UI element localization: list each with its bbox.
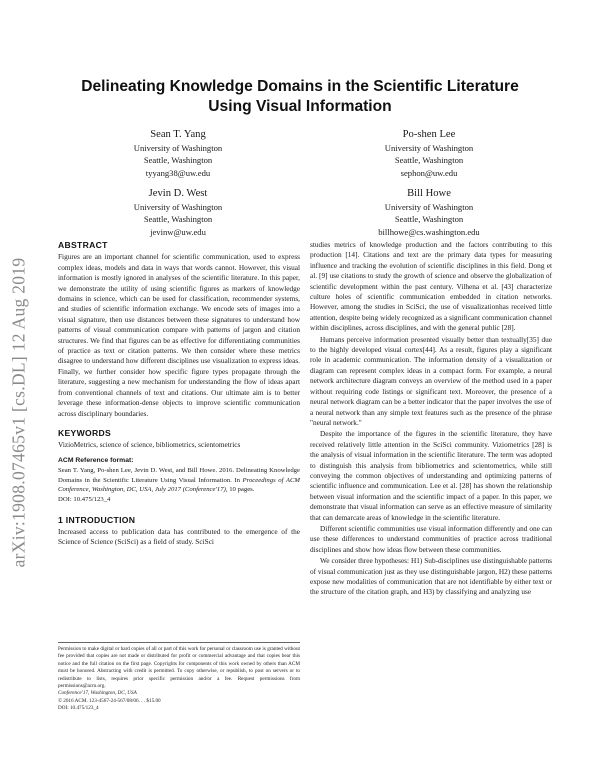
author-email: billhowe@cs.washington.edu — [378, 226, 480, 237]
permission-conference: Conference'17, Washington, DC, USA — [58, 690, 137, 697]
author-affiliation: University of Washington — [133, 143, 223, 153]
author-name: Bill Howe — [407, 188, 451, 199]
arxiv-identifier-stamp — [6, 215, 32, 610]
author-location: Seattle, Washington — [143, 155, 213, 166]
author-block — [329, 187, 529, 238]
acm-reference-text — [58, 466, 300, 504]
author-email: sephon@uw.edu — [400, 167, 458, 178]
author-affiliation: University of Washington — [133, 202, 223, 212]
paper-title: Delineating Knowledge Domains in the Scientific Literature Using Visual Information — [81, 78, 519, 115]
keywords-text: VizioMetrics, science of science, bibliometrics, scientometrics — [58, 440, 241, 450]
acm-reference-body: Sean T. Yang, Po-shen Lee, Jevin D. West, and Bill Howe. 2016. Delineating Knowledge Domains in the Scientific Literature Using Visual Information. In — [58, 467, 300, 484]
author-location: Seattle, Washington — [143, 214, 213, 225]
author-location: Seattle, Washington — [394, 155, 464, 166]
author-email: jevinw@uw.edu — [150, 226, 206, 237]
author-block — [78, 128, 278, 179]
permission-doi: DOI: 10.475/123_4 — [58, 705, 99, 712]
introduction-heading: 1 INTRODUCTION — [58, 514, 136, 525]
body-paragraph: studies metrics of knowledge production and the factors contributing to this production [14]. Citations and text are the primary data types for measuring influence and tracking the evolution of scientific disciplines in this field. Dong et al. [9] use citations to study the growth of science and observe the globalization of scientific development within the past century. Vilhena et al. [43] characterize culture holes of scientific communication embedded in citation networks. However, among the studies in SciSci, the use of visualizationhas received little attention, despite being widely recognized as a significant communication channel within disciplines, across disciplines, and with the general public [28]. — [310, 240, 552, 333]
permission-text: Permission to make digital or hard copies of all or part of this work for personal or classroom use is granted without fee provided that copies are not made or distributed for profit or commercial advantage and that copies bear this notice and the full citation on the first page. Copyrights for components of this work owned by others than ACM must be honored. Abstracting with credit is permitted. To copy otherwise, or republish, to post on servers or to redistribute to lists, requires prior specific permission and/or a fee. Request permissions from permissions@acm.org. — [58, 646, 300, 690]
author-location: Seattle, Washington — [394, 214, 464, 225]
author-name: Sean T. Yang — [150, 129, 206, 140]
author-email: tyyang38@uw.edu — [145, 167, 211, 178]
body-paragraph: Different scientific communities use visual information differently and one can use these differences to understand communities of practice across traditional disciplines and show how ideas flow between these communities. — [310, 523, 552, 554]
author-block — [78, 187, 278, 238]
body-paragraph: We consider three hypotheses: H1) Sub-disciplines use distinguishable patterns of visual communication just as they use distinguishable jargon, H2) these patterns expose new modalities of communication that are not identifiable by either text or the structure of the citation graph, and H3) by classifying and analyzing use — [310, 556, 552, 597]
body-paragraph: Despite the importance of the figures in the scientific literature, they have received relatively little attention in the SciSci community. Viziometrics [28] is the analysis of visual information in the scientific literature. The term was adopted to distinguish this analysis from bibliometrics and scientometrics, while still conveying the common objectives of understanding and optimizing patterns of scientific influence and communication. Lee et al. [28] has shown the relationship between visual information and the scientific impact of a paper. In this paper, we demonstrate that visual information can serve as an effective measure of similarity that can demarcate areas of knowledge in the scientific literature. — [310, 429, 552, 522]
author-affiliation: University of Washington — [384, 202, 474, 212]
permission-copyright: © 2016 ACM. 123-4567-24-567/08/06. . . $15.00 — [58, 697, 161, 704]
author-name: Po-shen Lee — [402, 129, 456, 140]
acm-reference-tail: 10 pages. — [227, 486, 255, 494]
author-name: Jevin D. West — [148, 188, 208, 199]
acm-reference-doi: DOI: 10.475/123_4 — [58, 495, 111, 503]
author-block — [329, 128, 529, 179]
author-affiliation: University of Washington — [384, 143, 474, 153]
arxiv-id: arXiv:1908.07465v1 [cs.DL] 12 Aug 2019 — [8, 257, 29, 568]
introduction-text: Increased access to publication data has contributed to the emergence of the Science of Science (SciSci) as a field of study. SciSci — [58, 526, 300, 547]
abstract-text: Figures are an important channel for scientific communication, used to express complex ideas, models and data in ways that words cannot. However, this visual information is mostly ignored in analyses of the scientific literature. In this paper, we demonstrate the utility of using scientific figures as markers of knowledge domains in science, which can be used for classification, recommender systems, and studies of scientific information exchange. We encode sets of images into a visual signature, then use distances between these signatures to understand how patterns of visual communication compare with patterns of jargon and citation structures. We find that figures can be as effective for differentiating communities of practice as text or citation patterns. We then consider where these metrics disagree to understand how different disciplines use visualization to express ideas. Finally, we further consider how specific figure types propagate through the literature, suggesting a new mechanism for understanding the flow of ideas apart from conventional channels of text and citations. Our ultimate aim is to better leverage these information-dense objects to improve scientific communication across disciplinary boundaries. — [58, 252, 300, 418]
acm-reference-heading: ACM Reference format: — [58, 456, 134, 464]
body-paragraph: Humans perceive information presented visually better than textually[35] due to the highly developed visual cortex[44]. As a result, figures play a significant role in academic communication. The information density of a visualization or diagram can represent complex ideas in a compact form. For example, a neural network architecture diagram conveys an overview of the method used in a paper without requiring code listings or significant text. Moreover, the presence of a neural network diagram can be a better indicator that the paper involves the use of a neural network than any simple text features such as the presence of the phrase "neural network." — [310, 334, 552, 427]
keywords-heading: KEYWORDS — [58, 427, 112, 438]
abstract-heading: ABSTRACT — [58, 240, 108, 250]
left-column — [58, 240, 300, 548]
acm-reference-venue: Proceedings of ACM Conference, Washington, DC, USA, July 2017 (Conference'17), — [58, 476, 300, 494]
permission-footnote — [58, 642, 300, 713]
right-column — [310, 240, 552, 598]
